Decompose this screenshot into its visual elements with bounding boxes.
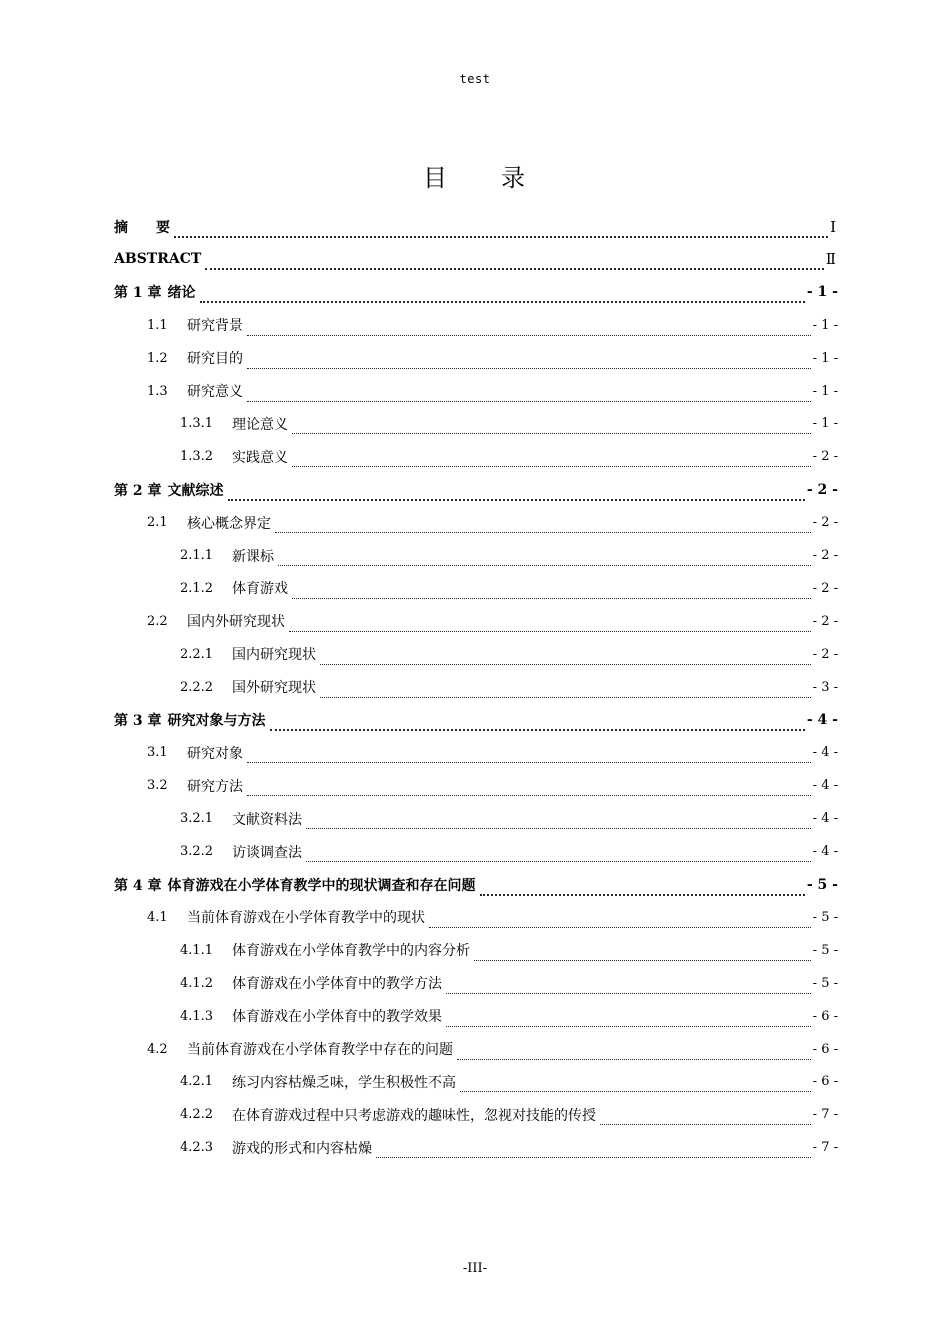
toc-entry[interactable] [114,342,838,375]
dot-leader [320,681,811,698]
toc-entry-title: 体育游戏在小学体育教学中的内容分析 [232,943,470,960]
toc-entry-page: - 2 - [812,449,838,465]
dot-leader [474,944,811,961]
toc-entry-title: 摘 要 [114,219,170,236]
dot-leader [289,615,811,632]
toc-entry-page: - 1 - [812,317,838,333]
dot-leader [600,1108,811,1125]
dot-leader [306,845,811,862]
toc-entry-number: 2.1.1 [180,548,214,563]
toc-entry-page: Ⅰ [830,217,836,236]
toc-entry-title: 研究意义 [187,384,243,400]
toc-entry-title: 国外研究现状 [232,680,316,697]
toc-title: 目 录 [423,164,527,192]
toc-entry-title: 研究对象 [187,745,243,762]
dot-leader [247,779,811,796]
dot-leader [278,549,811,566]
toc-entry-title: 体育游戏在小学体育中的教学效果 [232,1009,442,1026]
toc-entry-title: 国内外研究现状 [187,614,285,631]
toc-entry-page: - 1 - [806,284,838,301]
toc-entry-page: - 1 - [812,383,838,399]
toc-entry-page: - 2 - [812,580,838,596]
toc-entry-title: 体育游戏在小学体育中的教学方法 [232,976,442,993]
toc-entry-number: 4.2.2 [180,1107,214,1123]
toc-entry-page: - 2 - [812,613,838,629]
dot-leader [429,911,811,928]
dot-leader [275,516,811,533]
toc-entry[interactable] [114,309,838,342]
toc-entry-page: - 2 - [812,548,838,563]
toc-entry-title: 实践意义 [232,449,288,466]
toc-entry-number: 第 4 章 [114,877,162,894]
toc-entry[interactable] [114,638,838,671]
toc-entry-number: 4.2.3 [180,1140,214,1156]
toc-entry-number: 1.1 [147,317,168,333]
toc-entry[interactable] [114,671,838,704]
toc-entry-page: - 4 - [806,712,838,728]
toc-entry-title: 体育游戏 [232,581,288,598]
toc-entry-number: 4.2 [147,1041,168,1057]
toc-entry-page: - 2 - [812,515,838,531]
toc-entry[interactable] [114,210,838,243]
toc-entry-number: 3.2 [147,778,168,794]
toc-entry-title: 当前体育游戏在小学体育教学中存在的问题 [187,1042,453,1058]
toc-entry[interactable] [114,539,838,572]
toc-entry-page: - 6 - [812,1041,838,1057]
toc-entry[interactable] [114,1000,838,1033]
toc-entry-page: - 1 - [812,416,838,432]
toc-entry-number: 3.1 [147,745,168,761]
dot-leader [457,1043,811,1060]
toc-entry-number: 2.2 [147,613,168,629]
toc-entry-number: 2.1 [147,515,168,531]
toc-entry-number: 1.3 [147,383,168,399]
toc-entry-number: 1.2 [147,350,168,366]
toc-entry[interactable] [114,243,838,276]
page-number: -III- [462,1261,488,1276]
toc-entry-page: - 6 - [812,1008,838,1024]
toc-entry[interactable] [114,1098,838,1131]
dot-leader [247,319,811,336]
toc-entry[interactable] [114,506,838,539]
dot-leader [376,1141,811,1158]
page-header: test [459,72,491,86]
toc-entry-number: 4.1.3 [180,1008,214,1024]
toc-entry-title: 国内研究现状 [232,647,316,664]
toc-entry[interactable] [114,704,838,737]
dot-leader [174,220,828,238]
toc-entry-page: - 2 - [812,646,838,662]
dot-leader [460,1075,811,1092]
toc-entry-title: 当前体育游戏在小学体育教学中的现状 [187,910,425,927]
toc-entry-number: 2.1.2 [180,580,214,596]
toc-entry[interactable] [114,736,838,769]
toc-entry-page: - 5 - [812,942,838,958]
toc-entry-page: - 7 - [812,1107,838,1123]
toc-entry[interactable] [114,375,838,408]
toc-entry-number: 第 2 章 [114,482,162,499]
toc-entry-title: 在体育游戏过程中只考虑游戏的趣味性，忽视对技能的传授 [232,1107,596,1124]
toc-entry-title: 访谈调查法 [232,844,302,861]
toc-entry-number: 2.2.1 [180,646,214,662]
toc-entry-number: 4.1 [147,909,168,925]
dot-leader [200,285,805,303]
toc-entry[interactable] [114,473,838,506]
toc-entry-number: 4.1.1 [180,942,214,958]
dot-leader [292,450,811,467]
toc-entry-page: - 6 - [812,1074,838,1090]
toc-entry-title: 练习内容枯燥乏味，学生积极性不高 [232,1074,456,1091]
dot-leader [228,483,805,501]
toc-entry[interactable] [114,276,838,309]
toc-entry[interactable] [114,572,838,605]
toc-entry-number: 3.2.2 [180,844,214,860]
toc-entry-title: 新课标 [232,548,274,565]
toc-entry-title: ABSTRACT [114,251,202,268]
toc-entry-title: 理论意义 [232,416,288,433]
toc-entry[interactable] [114,1131,838,1164]
dot-leader [320,648,811,665]
dot-leader [205,252,824,270]
toc-entry-title: 研究对象与方法 [167,713,266,729]
toc-entry-page: - 5 - [812,975,838,991]
toc-entry-page: Ⅱ [825,250,836,269]
dot-leader [292,417,811,434]
toc-entry-page: - 4 - [812,844,838,860]
toc-entry[interactable] [114,1033,838,1066]
toc-entry-number: 1.3.1 [180,416,214,432]
toc-entry-title: 研究方法 [187,778,243,795]
toc-entry[interactable] [114,901,838,934]
dot-leader [306,812,811,829]
toc-entry[interactable] [114,802,838,835]
toc-entry-title: 核心概念界定 [187,515,271,532]
toc-entry-title: 研究目的 [187,351,243,368]
toc-entry[interactable] [114,605,838,638]
toc-entry-number: 第 1 章 [114,285,162,302]
toc-entry-page: - 1 - [812,350,838,366]
toc-entry[interactable] [114,868,838,901]
toc-entry[interactable] [114,967,838,1000]
toc-entry-page: - 5 - [806,876,838,893]
toc-entry-title: 研究背景 [187,318,243,335]
dot-leader [292,582,811,599]
toc-entry-page: - 4 - [812,778,838,794]
toc-entry-number: 4.1.2 [180,975,214,991]
toc-entry-page: - 4 - [812,811,838,827]
toc-entry-number: 3.2.1 [180,811,214,827]
toc-entry-page: - 3 - [812,679,838,695]
toc-entry[interactable] [114,835,838,868]
toc-entry-page: - 5 - [812,909,838,925]
dot-leader [480,878,805,896]
toc-entry-number: 4.2.1 [180,1074,214,1090]
dot-leader [446,1010,811,1027]
toc-entry[interactable] [114,440,838,473]
dot-leader [247,352,811,369]
toc-entry-title: 体育游戏在小学体育教学中的现状调查和存在问题 [167,877,476,894]
toc-entry-number: 1.3.2 [180,449,214,465]
toc-entry-page: - 7 - [812,1140,838,1156]
toc-entry-title: 文献资料法 [232,811,302,828]
toc-entry[interactable] [114,769,838,802]
dot-leader [270,713,805,731]
toc-entry-number: 2.2.2 [180,679,214,695]
toc-entry[interactable] [114,934,838,967]
toc-entry-title: 绪论 [167,285,196,302]
toc-entry[interactable] [114,1065,838,1098]
toc-entry-page: - 2 - [806,481,838,498]
toc-entry-title: 文献综述 [167,482,224,499]
dot-leader [247,746,811,763]
dot-leader [446,977,811,994]
toc-entry-page: - 4 - [812,745,838,761]
toc-entry[interactable] [114,407,838,440]
toc-entry-number: 第 3 章 [114,713,162,729]
dot-leader [247,385,811,402]
toc-entry-title: 游戏的形式和内容枯燥 [232,1140,372,1157]
